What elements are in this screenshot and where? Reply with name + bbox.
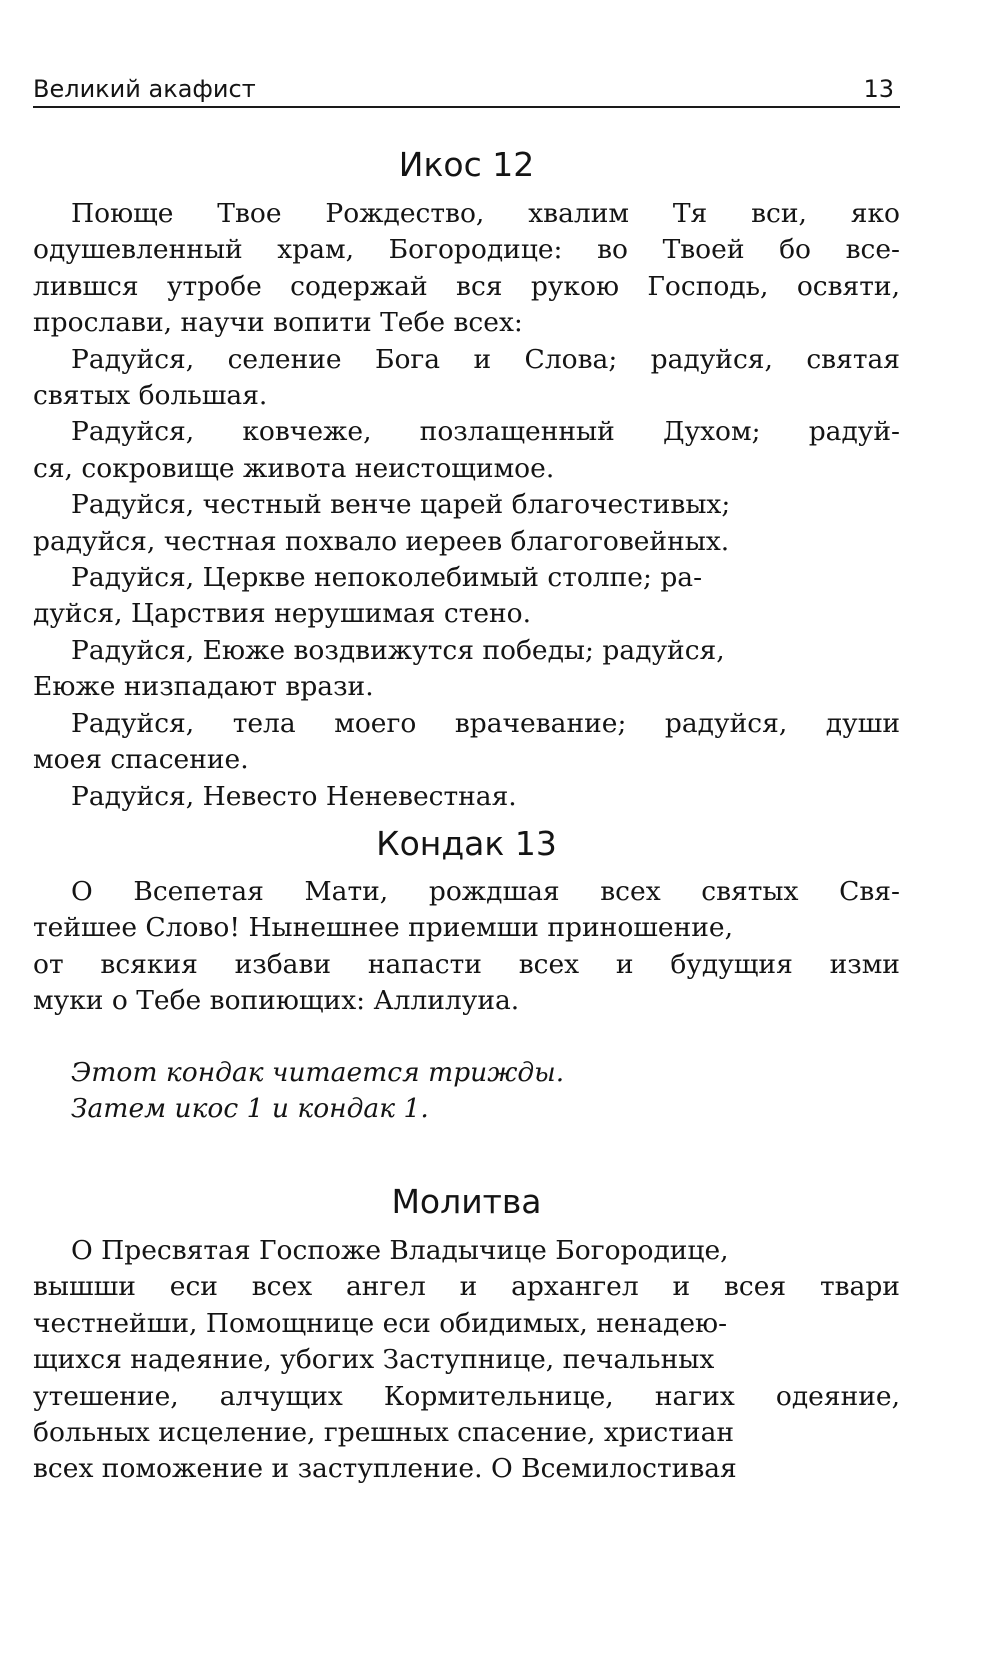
text-line: Радуйся, Церкве непоколебимый столпе; ра- xyxy=(71,562,703,594)
rubric-note xyxy=(33,1055,900,1128)
kondak-13-heading: Кондак 13 xyxy=(376,824,557,863)
text-line: Радуйся, ковчеже, позлащенный Духом; радуй- xyxy=(71,416,901,448)
page-number: 13 xyxy=(863,75,894,103)
text-line: всех поможение и заступление. О Всемилостивая xyxy=(33,1453,737,1485)
text-line: святых большая. xyxy=(33,380,268,412)
kondak-13-text xyxy=(33,874,900,1020)
rubric-line: Затем икос 1 и кондак 1. xyxy=(71,1093,429,1125)
text-line: Радуйся, честный венче царей благочестивых; xyxy=(71,489,731,521)
text-line: Радуйся, Еюже воздвижутся победы; радуйся, xyxy=(71,634,725,666)
text-line: Радуйся, селение Бога и Слова; радуйся, святая xyxy=(71,343,900,375)
text-line: утешение, алчущих Кормительнице, нагих одеяние, xyxy=(33,1380,901,1412)
text-line: прослави, научи вопити Тебе всех: xyxy=(33,307,523,339)
text-line: честнейши, Помощнице еси обидимых, ненадею- xyxy=(33,1307,728,1339)
running-header xyxy=(33,74,900,108)
book-title: Великий акафист xyxy=(33,75,256,103)
text-line: Радуйся, Невесто Неневестная. xyxy=(71,780,517,812)
prayer-text xyxy=(33,1233,900,1488)
text-line: вышши еси всех ангел и архангел и всея твари xyxy=(33,1271,900,1303)
text-line: радуйся, честная похвало иереев благоговейных. xyxy=(33,525,730,557)
book-page xyxy=(33,0,900,1656)
text-line: Еюже низпадают врази. xyxy=(33,671,374,703)
text-line: лившся утробе содержай вся рукою Господь, освяти, xyxy=(33,270,901,302)
text-line: О Всепетая Мати, рождшая всех святых Свя- xyxy=(71,876,900,907)
rubric-line: Этот кондак читается трижды. xyxy=(71,1057,565,1088)
prayer-heading: Молитва xyxy=(391,1182,542,1221)
ikos-12-text xyxy=(33,196,900,815)
text-line: тейшее Слово! Нынешнее приемши приношение, xyxy=(33,912,734,944)
ikos-12-heading: Икос 12 xyxy=(398,145,535,184)
text-line: больных исцеление, грешных спасение, христиан xyxy=(33,1417,735,1449)
text-line: дуйся, Царствия нерушимая стено. xyxy=(33,598,532,630)
text-line: одушевленный храм, Богородице: во Твоей бо все- xyxy=(33,234,901,266)
text-line: моея спасение. xyxy=(33,744,249,776)
text-line: щихся надеяние, убогих Заступнице, печальных xyxy=(33,1344,715,1376)
text-line: от всякия избави напасти всех и будущия изми xyxy=(33,948,900,980)
text-line: О Пресвятая Госпоже Владычице Богородице, xyxy=(71,1235,729,1266)
text-line: Поюще Твое Рождество, хвалим Тя вси, яко xyxy=(71,198,901,229)
text-line: ся, сокровище живота неистощимое. xyxy=(33,452,555,484)
text-line: муки о Тебе вопиющих: Аллилуиа. xyxy=(33,985,520,1017)
text-line: Радуйся, тела моего врачевание; радуйся, души xyxy=(71,707,900,739)
